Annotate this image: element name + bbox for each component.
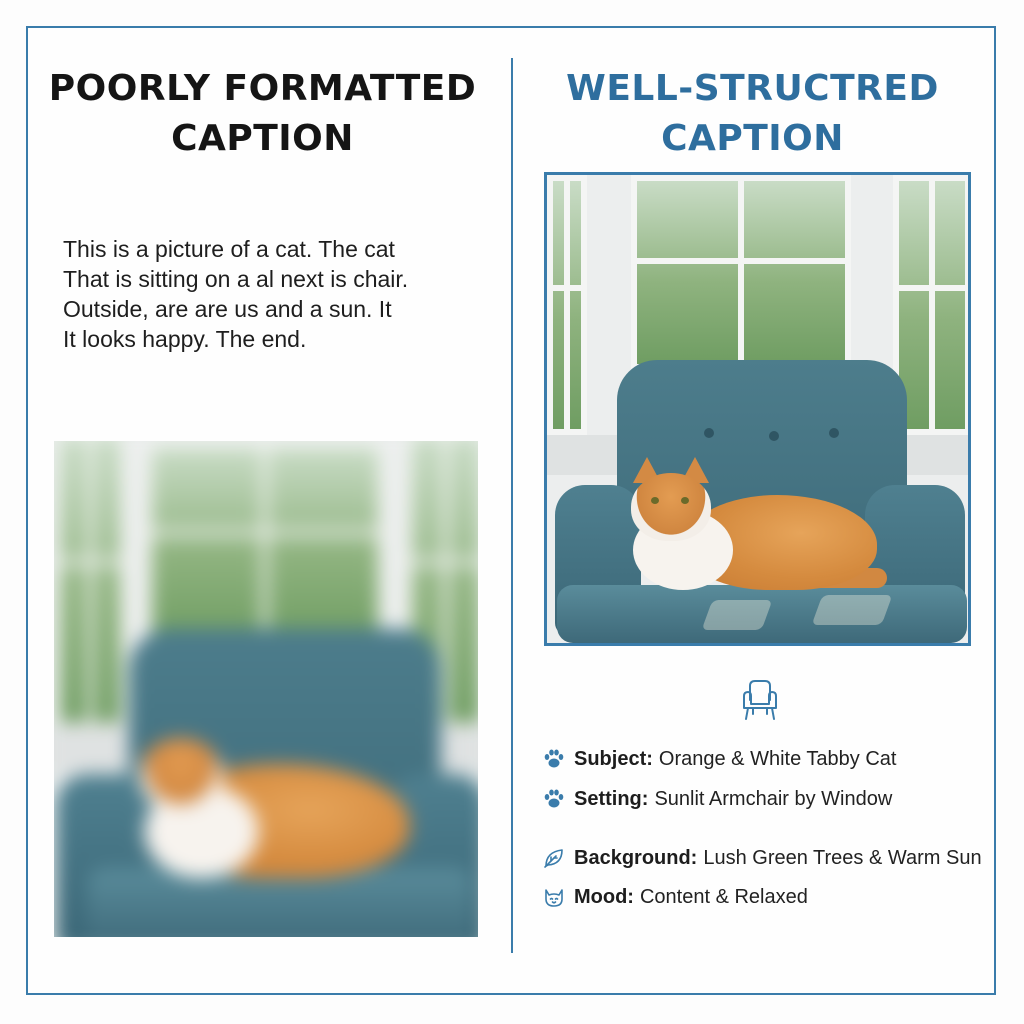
paw-icon (542, 787, 566, 811)
sharp-scene (547, 175, 968, 643)
right-heading-line-1: WELL-STRUCTRED (566, 68, 939, 109)
blurry-scene (54, 441, 478, 937)
cat-head (631, 473, 711, 541)
caption-item-mood (542, 885, 808, 909)
panel-divider (511, 58, 513, 953)
cat-face-icon (542, 885, 566, 909)
caption-label-background: Background: (574, 846, 698, 869)
poor-caption-line-4: It looks happy. The end. (63, 326, 307, 352)
poor-caption-text (63, 234, 483, 354)
caption-value-mood: Content & Relaxed (639, 885, 808, 908)
window-pane (631, 175, 851, 370)
paw-icon (542, 747, 566, 771)
poor-caption-line-3: Outside, are are us and a sun. It (63, 296, 392, 322)
caption-label-subject: Subject: (574, 747, 653, 770)
caption-item-setting (542, 787, 892, 811)
blurry-cat-photo (54, 441, 478, 937)
caption-value-subject: Orange & White Tabby Cat (658, 747, 897, 770)
poor-caption-line-2: That is sitting on a al next is chair. (63, 266, 409, 292)
armchair-icon (740, 678, 780, 722)
caption-value-background: Lush Green Trees & Warm Sun (703, 846, 982, 869)
window-pane (547, 175, 587, 435)
poor-caption-line-1: This is a picture of a cat. The cat (63, 236, 395, 262)
window-pane (145, 441, 384, 649)
caption-item-background (542, 846, 982, 870)
right-heading-line-2: CAPTION (661, 118, 844, 159)
caption-label-setting: Setting: (574, 787, 649, 810)
window-pane (54, 441, 127, 733)
sharp-cat-photo (544, 172, 971, 646)
cat-head (139, 738, 222, 811)
caption-item-subject (542, 747, 896, 771)
left-heading-line-2: CAPTION (171, 118, 354, 159)
right-heading (530, 64, 975, 164)
left-heading (40, 64, 485, 164)
leaf-icon (542, 846, 566, 870)
caption-label-mood: Mood: (574, 885, 634, 908)
left-heading-line-1: POORLY FORMATTED (48, 68, 477, 109)
caption-value-setting: Sunlit Armchair by Window (654, 787, 893, 810)
